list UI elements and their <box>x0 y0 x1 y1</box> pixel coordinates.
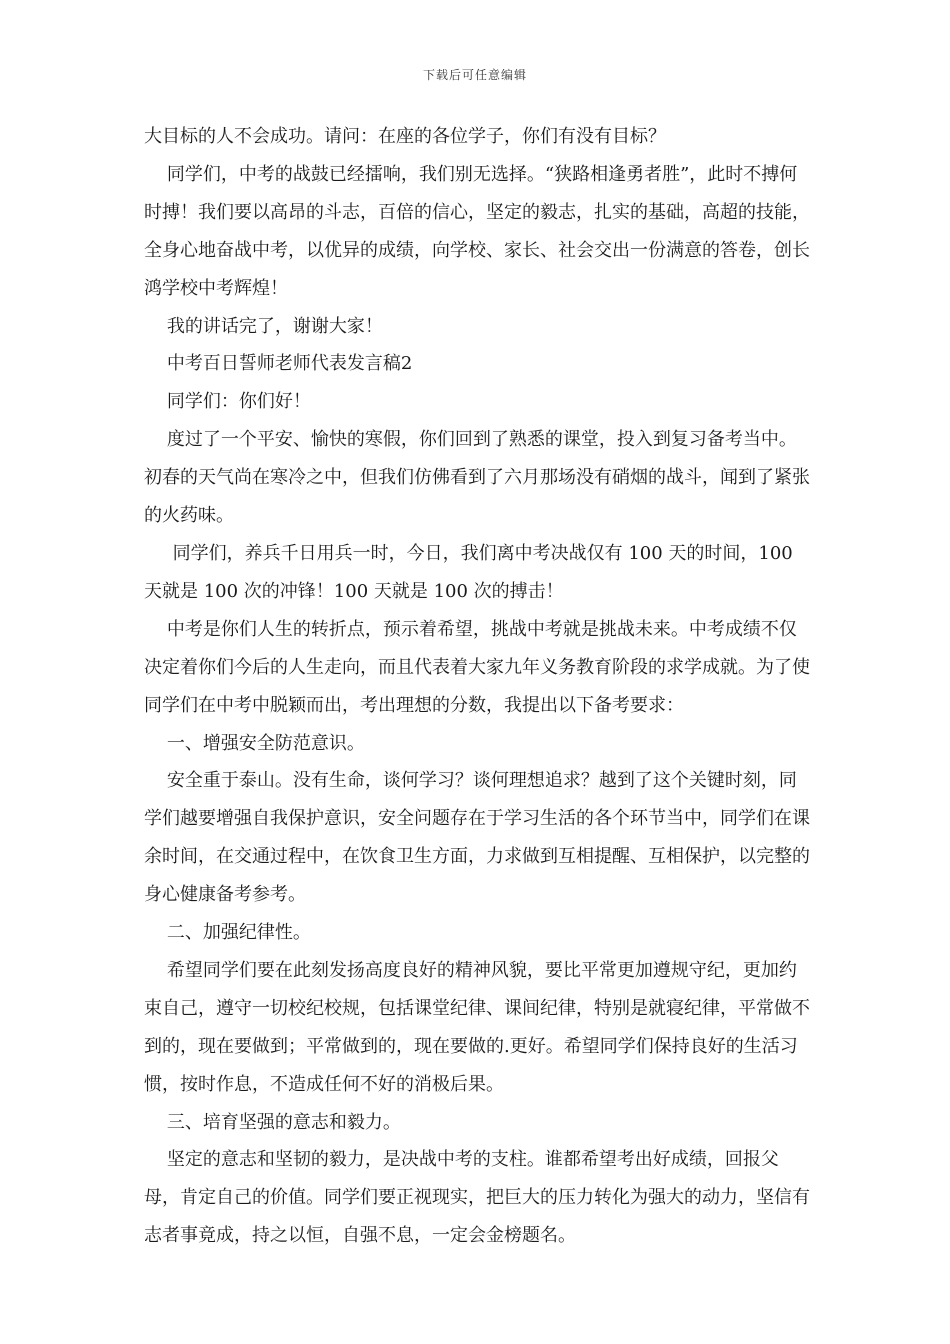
paragraph: 安全重于泰山。没有生命，谈何学习？谈何理想追求？越到了这个关键时刻，同学们越要增强自我保护意识，安全问题存在于学习生活的各个环节当中，同学们在课余时间，在交通过程中，在饮食卫生方面，力求做到互相提醒、互相保护，以完整的身心健康备考参考。 <box>144 770 810 906</box>
section-heading: 二、加强纪律性。 <box>144 922 311 944</box>
paragraph: 同学们，中考的战鼓已经擂响，我们别无选择。“狭路相逢勇者胜”，此时不搏何时搏！我们要以高昂的斗志，百倍的信心，坚定的毅志，扎实的基础，高超的技能，全身心地奋战中考，以优异的成绩，向学校、家长、社会交出一份满意的答卷，创长鸿学校中考辉煌！ <box>144 163 810 299</box>
section-title: 中考百日誓师老师代表发言稿2 <box>144 353 413 375</box>
section-heading: 三、培育坚强的意志和毅力。 <box>144 1111 401 1133</box>
paragraph: 希望同学们要在此刻发扬高度良好的精神风貌，要比平常更加遵规守纪，更加约束自己，遵守一切校纪校规，包括课堂纪律、课间纪律，特别是就寝纪律，平常做不到的，现在要做到；平常做到的，现在要做的.更好。希望同学们保持良好的生活习惯，按时作息，不造成任何不好的消极后果。 <box>144 959 810 1095</box>
paragraph: 我的讲话完了，谢谢大家！ <box>144 315 383 337</box>
greeting: 同学们：你们好！ <box>144 391 311 413</box>
paragraph: 同学们，养兵千日用兵一时，今日，我们离中考决战仅有 100 天的时间，100 天就是 100 次的冲锋！100 天就是 100 次的搏击！ <box>144 542 799 602</box>
paragraph: 中考是你们人生的转折点，预示着希望，挑战中考就是挑战未来。中考成绩不仅决定着你们今后的人生走向，而且代表着大家九年义务教育阶段的求学成就。为了使同学们在中考中脱颖而出，考出理想的分数，我提出以下备考要求： <box>144 618 810 716</box>
paragraph: 坚定的意志和坚韧的毅力，是决战中考的支柱。谁都希望考出好成绩，回报父母，肯定自己的价值。同学们要正视现实，把巨大的压力转化为强大的动力，坚信有志者事竟成，持之以恒，自强不息，一定会金榜题名。 <box>144 1149 810 1247</box>
paragraph: 大目标的人不会成功。请问：在座的各位学子，你们有没有目标？ <box>144 126 666 147</box>
document-body <box>144 118 814 1255</box>
header-note: 下载后可任意编辑 <box>422 68 527 82</box>
paragraph: 度过了一个平安、愉快的寒假，你们回到了熟悉的课堂，投入到复习备考当中。初春的天气尚在寒冷之中，但我们仿佛看到了六月那场没有硝烟的战斗，闻到了紧张的火药味。 <box>144 429 810 527</box>
section-heading: 一、增强安全防范意识。 <box>144 732 365 754</box>
